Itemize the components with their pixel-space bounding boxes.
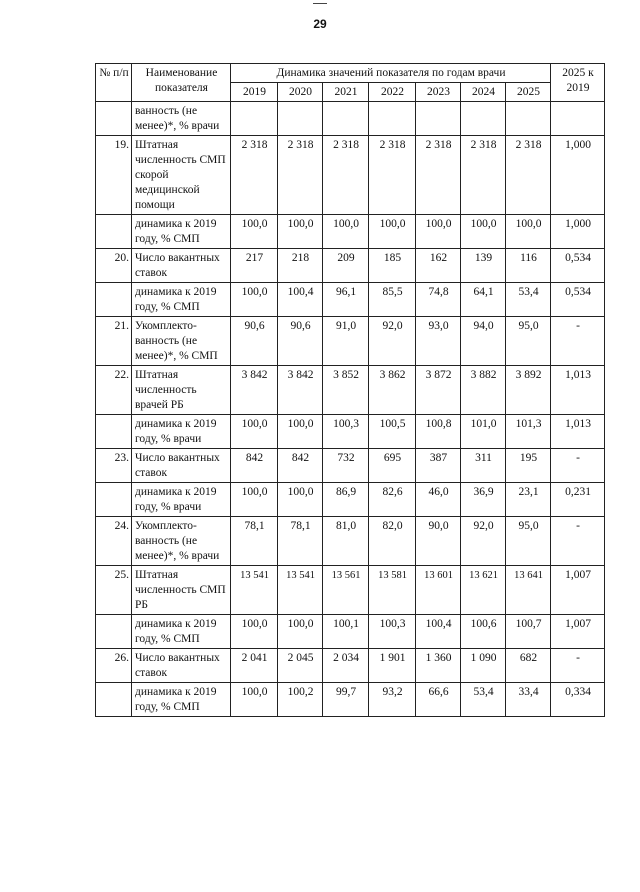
header-year-2019: 2019	[231, 83, 278, 102]
value-cell-2025: 95,0	[506, 517, 551, 566]
ratio-cell: -	[551, 449, 605, 483]
value-cell-2020: 100,0	[278, 483, 323, 517]
value-cell-2022: 695	[369, 449, 416, 483]
value-cell-2020: 90,6	[278, 317, 323, 366]
value-cell-2021: 81,0	[323, 517, 369, 566]
value-cell-2023: 100,4	[416, 615, 461, 649]
value-cell-2022: 100,3	[369, 615, 416, 649]
value-cell-2021: 732	[323, 449, 369, 483]
row-number	[96, 215, 132, 249]
value-cell-2024: 100,0	[461, 215, 506, 249]
indicator-name: динамика к 2019 году, % СМП	[132, 683, 231, 717]
value-cell-2020: 842	[278, 449, 323, 483]
header-year-2022: 2022	[369, 83, 416, 102]
row-number	[96, 615, 132, 649]
table-row	[96, 649, 605, 683]
table-row	[96, 483, 605, 517]
value-cell-2022	[369, 102, 416, 136]
value-cell-2023: 13 601	[416, 566, 461, 615]
value-cell-2022: 2 318	[369, 136, 416, 215]
value-cell-2024: 94,0	[461, 317, 506, 366]
value-cell-2019: 100,0	[231, 215, 278, 249]
row-number: 25.	[96, 566, 132, 615]
value-cell-2020: 3 842	[278, 366, 323, 415]
value-cell-2025: 116	[506, 249, 551, 283]
indicator-name: Число вакантных ставок	[132, 449, 231, 483]
ratio-cell: 1,000	[551, 215, 605, 249]
value-cell-2025	[506, 102, 551, 136]
value-cell-2022: 1 901	[369, 649, 416, 683]
ratio-cell: 1,007	[551, 566, 605, 615]
table-row	[96, 136, 605, 215]
top-dash-mark	[313, 3, 327, 4]
value-cell-2019: 90,6	[231, 317, 278, 366]
value-cell-2025: 682	[506, 649, 551, 683]
value-cell-2024: 139	[461, 249, 506, 283]
table-row	[96, 449, 605, 483]
value-cell-2020: 2 045	[278, 649, 323, 683]
table-row	[96, 415, 605, 449]
value-cell-2019: 100,0	[231, 483, 278, 517]
indicator-name: Штатная численность СМП РБ	[132, 566, 231, 615]
row-number	[96, 283, 132, 317]
value-cell-2023: 93,0	[416, 317, 461, 366]
row-number: 19.	[96, 136, 132, 215]
value-cell-2020	[278, 102, 323, 136]
value-cell-2024: 101,0	[461, 415, 506, 449]
value-cell-2025: 195	[506, 449, 551, 483]
value-cell-2025: 95,0	[506, 317, 551, 366]
value-cell-2023: 90,0	[416, 517, 461, 566]
value-cell-2019: 100,0	[231, 615, 278, 649]
row-number	[96, 683, 132, 717]
value-cell-2020: 13 541	[278, 566, 323, 615]
ratio-cell: 1,007	[551, 615, 605, 649]
value-cell-2025: 100,0	[506, 215, 551, 249]
row-number: 20.	[96, 249, 132, 283]
value-cell-2019: 2 041	[231, 649, 278, 683]
value-cell-2025: 13 641	[506, 566, 551, 615]
table-row	[96, 317, 605, 366]
ratio-cell: 1,013	[551, 415, 605, 449]
ratio-cell: 0,231	[551, 483, 605, 517]
indicator-name: динамика к 2019 году, % СМП	[132, 215, 231, 249]
indicator-name: Укомплекто-ванность (не менее)*, % СМП	[132, 317, 231, 366]
value-cell-2025: 3 892	[506, 366, 551, 415]
ratio-cell: 0,334	[551, 683, 605, 717]
value-cell-2019	[231, 102, 278, 136]
value-cell-2021: 91,0	[323, 317, 369, 366]
ratio-cell: -	[551, 649, 605, 683]
value-cell-2019: 78,1	[231, 517, 278, 566]
value-cell-2020: 100,4	[278, 283, 323, 317]
value-cell-2019: 100,0	[231, 415, 278, 449]
ratio-cell	[551, 102, 605, 136]
value-cell-2024: 13 621	[461, 566, 506, 615]
value-cell-2021	[323, 102, 369, 136]
header-num: № п/п	[96, 64, 132, 102]
indicator-name: динамика к 2019 году, % СМП	[132, 283, 231, 317]
value-cell-2023: 1 360	[416, 649, 461, 683]
table-row	[96, 615, 605, 649]
value-cell-2023: 46,0	[416, 483, 461, 517]
value-cell-2020: 100,2	[278, 683, 323, 717]
ratio-cell: 1,013	[551, 366, 605, 415]
value-cell-2025: 101,3	[506, 415, 551, 449]
header-name: Наименование показателя	[132, 64, 231, 102]
table-row	[96, 366, 605, 415]
indicator-name: Число вакантных ставок	[132, 249, 231, 283]
value-cell-2022: 185	[369, 249, 416, 283]
value-cell-2023: 66,6	[416, 683, 461, 717]
value-cell-2024: 100,6	[461, 615, 506, 649]
header-year-2020: 2020	[278, 83, 323, 102]
indicator-name: динамика к 2019 году, % СМП	[132, 615, 231, 649]
value-cell-2022: 92,0	[369, 317, 416, 366]
value-cell-2023: 100,0	[416, 215, 461, 249]
header-row-1	[96, 64, 605, 83]
value-cell-2025: 100,7	[506, 615, 551, 649]
indicator-name: Число вакантных ставок	[132, 649, 231, 683]
header-year-2025: 2025	[506, 83, 551, 102]
ratio-cell: 0,534	[551, 249, 605, 283]
value-cell-2020: 2 318	[278, 136, 323, 215]
value-cell-2023: 387	[416, 449, 461, 483]
value-cell-2024: 64,1	[461, 283, 506, 317]
value-cell-2023	[416, 102, 461, 136]
value-cell-2021: 2 318	[323, 136, 369, 215]
value-cell-2021: 3 852	[323, 366, 369, 415]
value-cell-2022: 100,5	[369, 415, 416, 449]
value-cell-2023: 3 872	[416, 366, 461, 415]
value-cell-2022: 13 581	[369, 566, 416, 615]
value-cell-2021: 96,1	[323, 283, 369, 317]
value-cell-2020: 218	[278, 249, 323, 283]
value-cell-2020: 100,0	[278, 215, 323, 249]
value-cell-2024: 53,4	[461, 683, 506, 717]
value-cell-2019: 3 842	[231, 366, 278, 415]
value-cell-2025: 33,4	[506, 683, 551, 717]
value-cell-2019: 842	[231, 449, 278, 483]
indicator-name: Штатная численность врачей РБ	[132, 366, 231, 415]
ratio-cell: 0,534	[551, 283, 605, 317]
value-cell-2019: 100,0	[231, 283, 278, 317]
table-row	[96, 215, 605, 249]
value-cell-2023: 162	[416, 249, 461, 283]
value-cell-2024: 3 882	[461, 366, 506, 415]
header-dynamics: Динамика значений показателя по годам врачи	[231, 64, 551, 83]
value-cell-2024: 36,9	[461, 483, 506, 517]
value-cell-2023: 2 318	[416, 136, 461, 215]
value-cell-2020: 78,1	[278, 517, 323, 566]
value-cell-2021: 99,7	[323, 683, 369, 717]
value-cell-2021: 13 561	[323, 566, 369, 615]
header-year-2023: 2023	[416, 83, 461, 102]
header-year-2021: 2021	[323, 83, 369, 102]
value-cell-2024: 2 318	[461, 136, 506, 215]
indicator-table	[95, 63, 605, 717]
indicator-name: динамика к 2019 году, % врачи	[132, 483, 231, 517]
row-number: 24.	[96, 517, 132, 566]
table-row	[96, 102, 605, 136]
header-year-2024: 2024	[461, 83, 506, 102]
value-cell-2024: 1 090	[461, 649, 506, 683]
table-row	[96, 566, 605, 615]
row-number: 26.	[96, 649, 132, 683]
indicator-name: Штатная численность СМП скорой медицинской помощи	[132, 136, 231, 215]
value-cell-2021: 209	[323, 249, 369, 283]
table-row	[96, 517, 605, 566]
value-cell-2022: 3 862	[369, 366, 416, 415]
value-cell-2020: 100,0	[278, 415, 323, 449]
row-number: 22.	[96, 366, 132, 415]
indicator-name: ванность (не менее)*, % врачи	[132, 102, 231, 136]
row-number	[96, 102, 132, 136]
value-cell-2024: 311	[461, 449, 506, 483]
value-cell-2025: 23,1	[506, 483, 551, 517]
value-cell-2019: 13 541	[231, 566, 278, 615]
header-ratio: 2025 к 2019	[551, 64, 605, 102]
value-cell-2022: 82,0	[369, 517, 416, 566]
value-cell-2025: 2 318	[506, 136, 551, 215]
table-row	[96, 249, 605, 283]
value-cell-2022: 100,0	[369, 215, 416, 249]
value-cell-2021: 100,1	[323, 615, 369, 649]
value-cell-2024	[461, 102, 506, 136]
row-number: 23.	[96, 449, 132, 483]
value-cell-2021: 100,0	[323, 215, 369, 249]
indicator-name: динамика к 2019 году, % врачи	[132, 415, 231, 449]
ratio-cell: 1,000	[551, 136, 605, 215]
value-cell-2025: 53,4	[506, 283, 551, 317]
value-cell-2023: 100,8	[416, 415, 461, 449]
table-row	[96, 683, 605, 717]
row-number	[96, 415, 132, 449]
value-cell-2022: 82,6	[369, 483, 416, 517]
value-cell-2021: 2 034	[323, 649, 369, 683]
ratio-cell: -	[551, 517, 605, 566]
row-number	[96, 483, 132, 517]
row-number: 21.	[96, 317, 132, 366]
value-cell-2021: 86,9	[323, 483, 369, 517]
table-row	[96, 283, 605, 317]
ratio-cell: -	[551, 317, 605, 366]
value-cell-2024: 92,0	[461, 517, 506, 566]
value-cell-2022: 85,5	[369, 283, 416, 317]
page-number: 29	[313, 17, 327, 31]
value-cell-2021: 100,3	[323, 415, 369, 449]
value-cell-2019: 2 318	[231, 136, 278, 215]
value-cell-2019: 217	[231, 249, 278, 283]
indicator-name: Укомплекто-ванность (не менее)*, % врачи	[132, 517, 231, 566]
value-cell-2023: 74,8	[416, 283, 461, 317]
table-body	[96, 102, 605, 717]
value-cell-2020: 100,0	[278, 615, 323, 649]
value-cell-2022: 93,2	[369, 683, 416, 717]
value-cell-2019: 100,0	[231, 683, 278, 717]
